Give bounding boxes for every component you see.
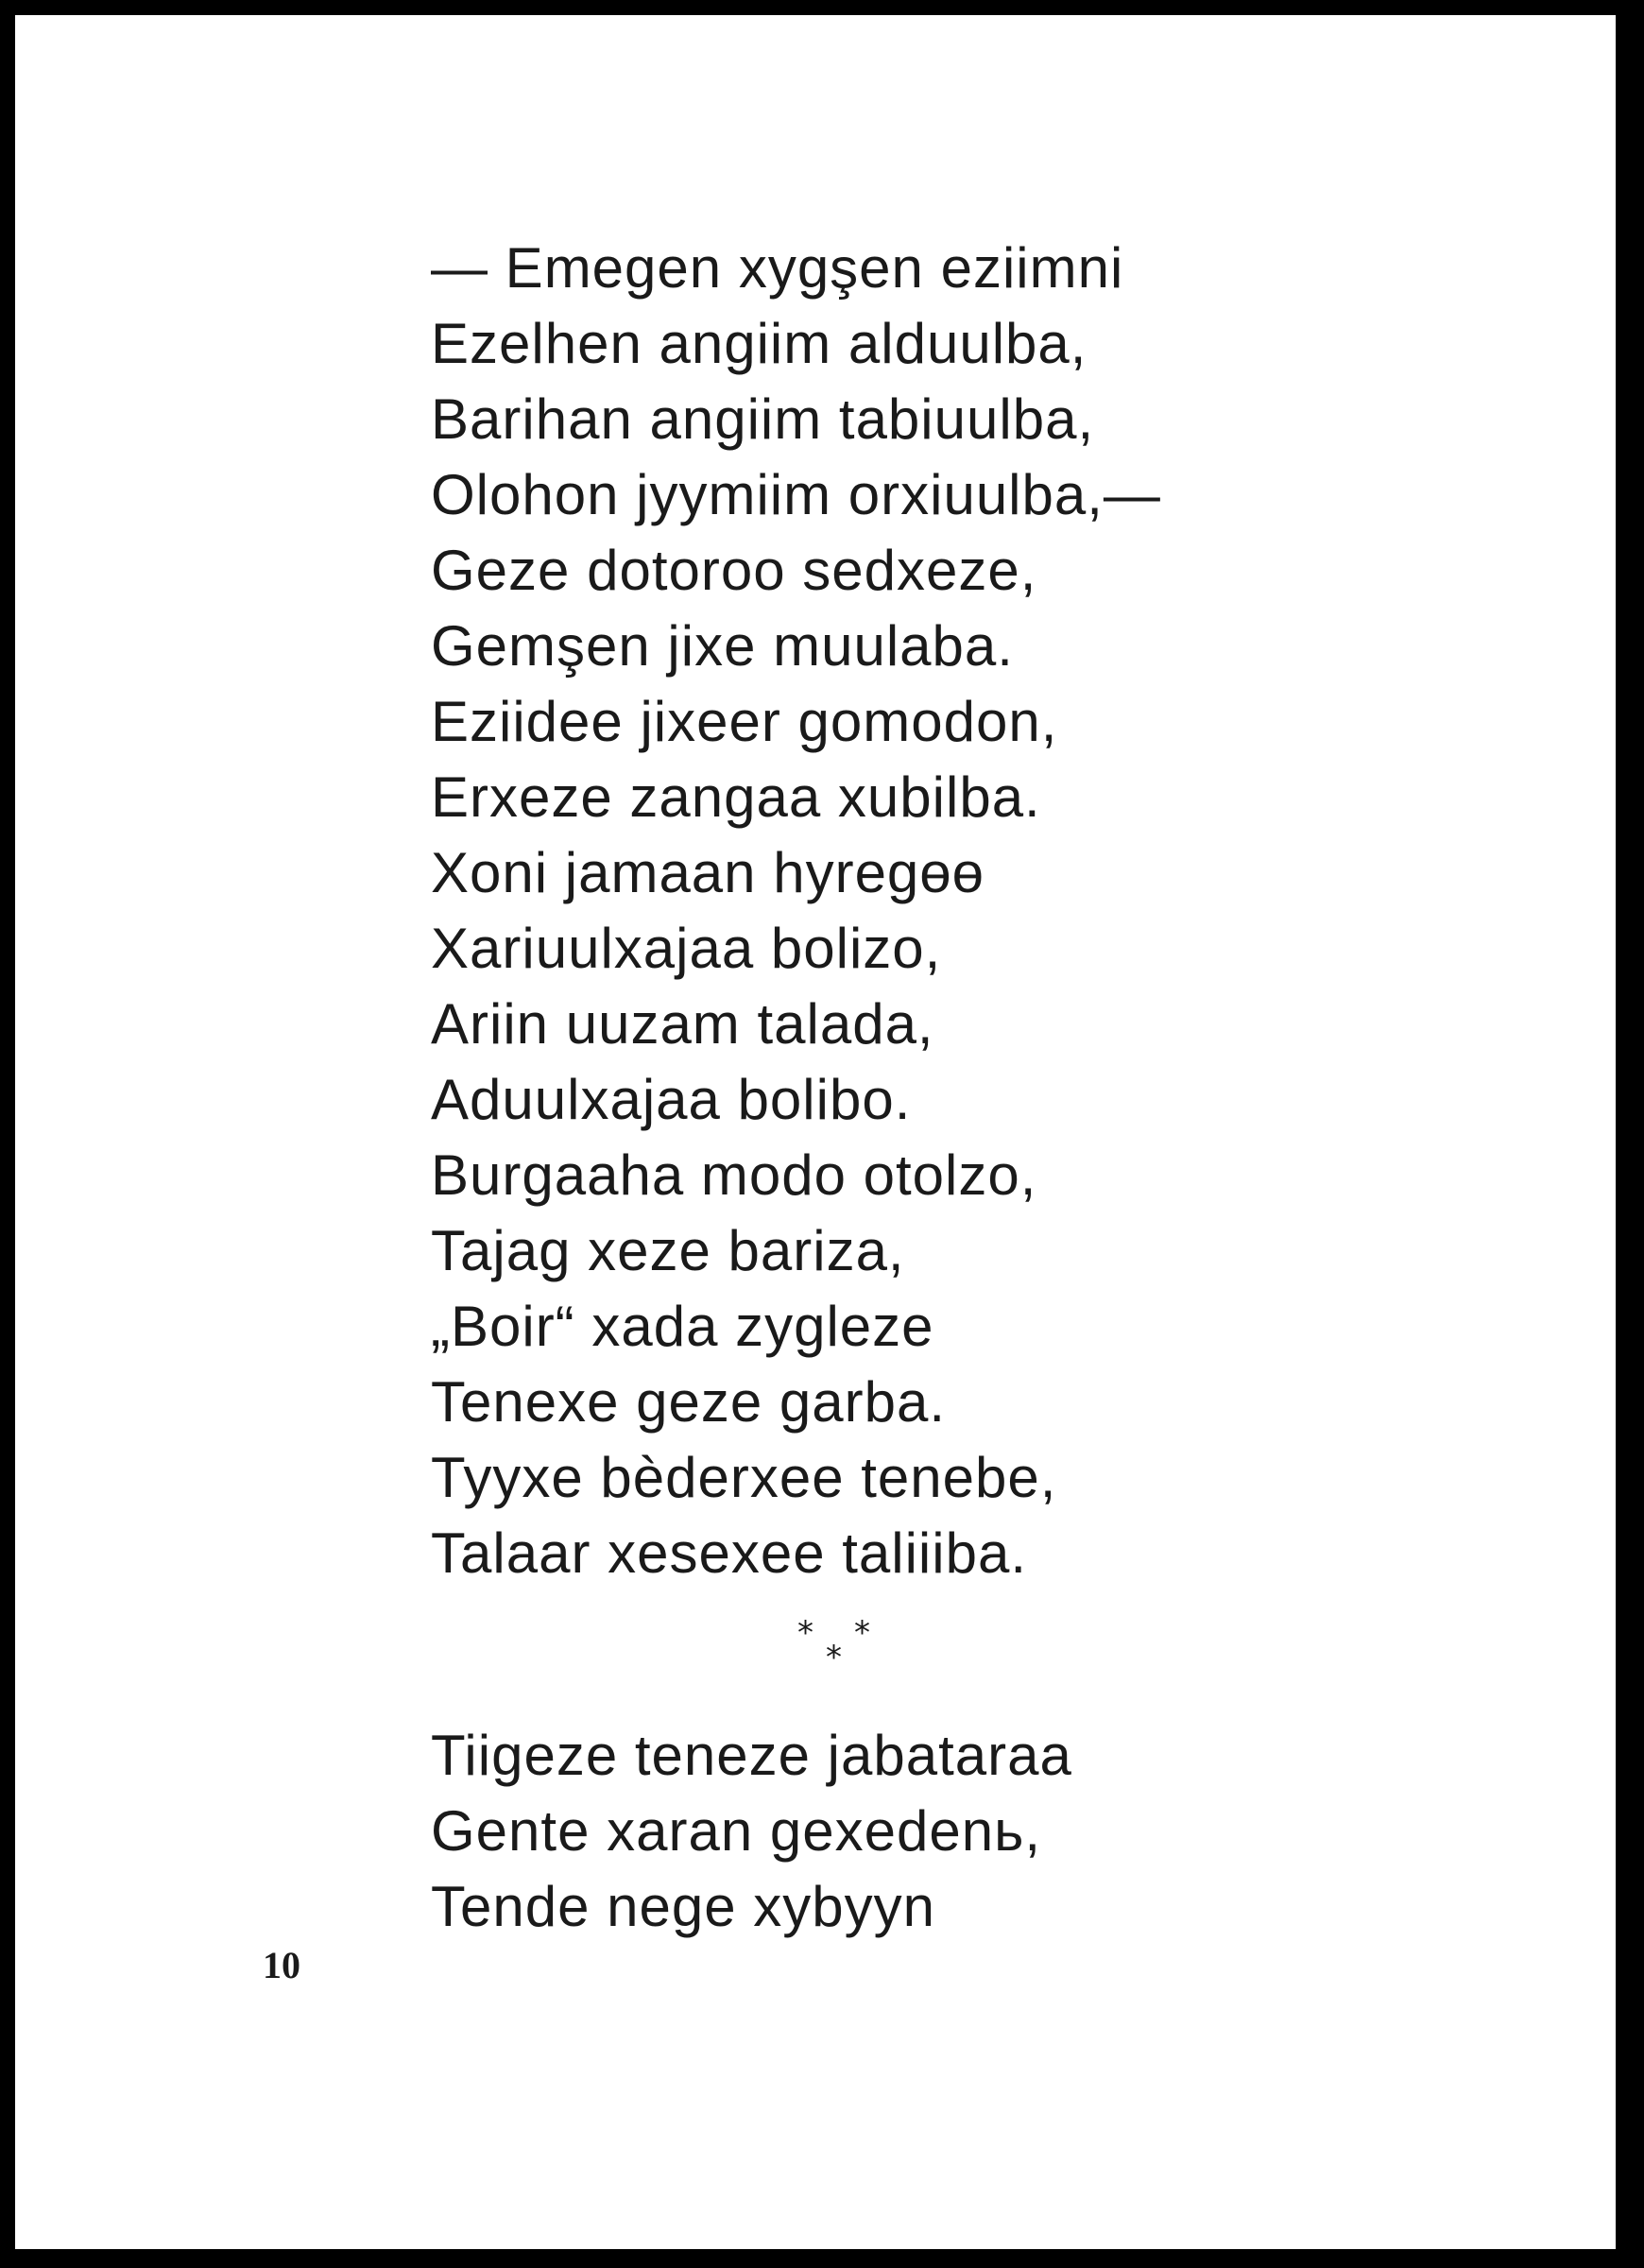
poem-line: Aduulxajaa bolibo. (431, 1068, 912, 1131)
poem-line: Olohon jyymiim orxiuulba,— (431, 463, 1161, 526)
stanza-2 (431, 1718, 1161, 1945)
stanza-1 (431, 231, 1161, 1591)
poem-line: Tende nege xybyyn (431, 1875, 936, 1938)
poem-line: „Boir“ xada zygleze (431, 1295, 934, 1358)
book-page (15, 15, 1625, 2249)
stanza-separator (431, 1606, 1161, 1710)
poem-line: Tajag xeze bariza, (431, 1219, 905, 1282)
asterisk: * (797, 1614, 814, 1652)
poem-line: Xoni jamaan hyregөө (431, 841, 985, 904)
poem-line: Xariuulxajaa bolizo, (431, 917, 942, 980)
poem-line: Ezelhen angiim alduulba, (431, 312, 1087, 375)
poem-line: Burgaaha modo otolzo, (431, 1143, 1037, 1207)
asterisk: * (854, 1614, 871, 1652)
poem-line: Ariin uuzam talada, (431, 992, 934, 1056)
poem-line: — Emegen xygşen eziimni (431, 236, 1124, 300)
poem-line: Talaar xesexee taliiiba. (431, 1521, 1028, 1585)
poem-line: Barihan angiim tabiuulba, (431, 387, 1095, 451)
asterisk: * (826, 1639, 843, 1676)
page-number: 10 (263, 1944, 300, 1986)
poem-line: Eziidee jixeer gomodon, (431, 690, 1058, 753)
poem-text (431, 231, 1161, 1945)
poem-line: Gemşen jixe muulaba. (431, 614, 1014, 678)
poem-line: Tenexe geze garba. (431, 1370, 947, 1434)
poem-line: Gente xaran gexedenь, (431, 1799, 1042, 1863)
poem-line: Tyyxe bèderxee tenebe, (431, 1446, 1057, 1509)
poem-line: Geze dotoroo sedxeze, (431, 539, 1037, 602)
poem-line: Erxeze zangaa xubilba. (431, 765, 1041, 829)
poem-line: Tiigeze teneze jabataraa (431, 1724, 1072, 1787)
